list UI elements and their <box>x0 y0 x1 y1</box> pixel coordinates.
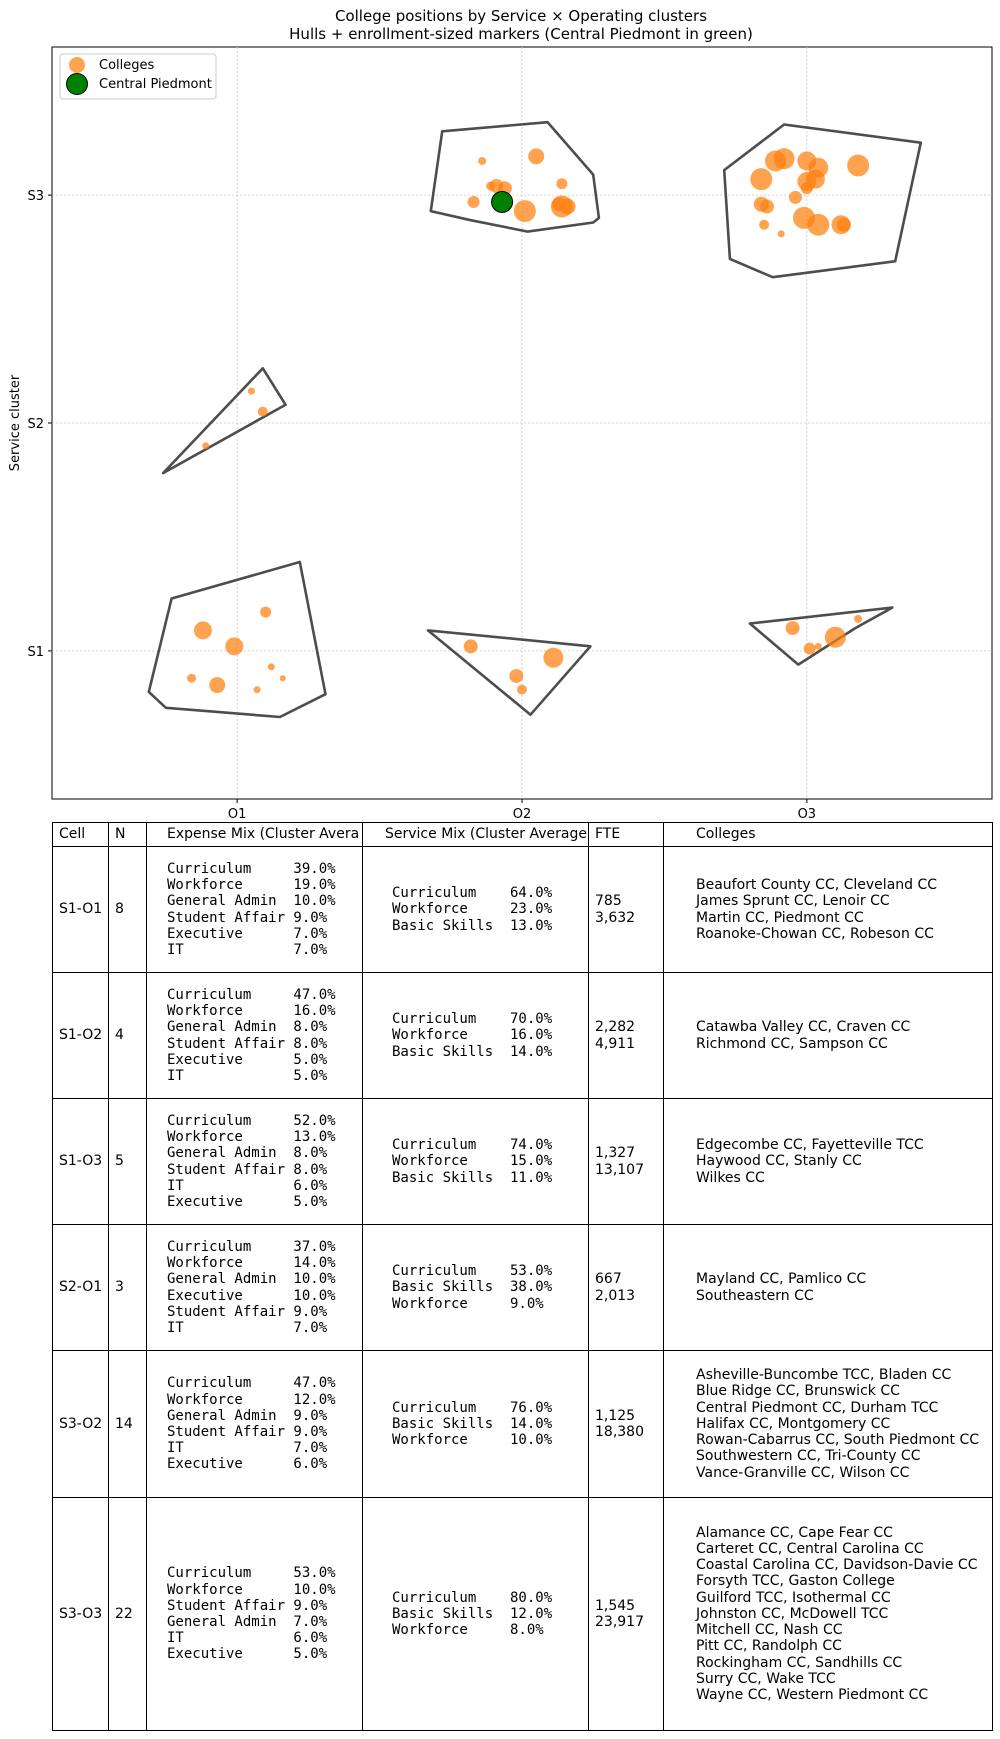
x-tick-label: O1 <box>227 807 247 822</box>
college-marker <box>468 196 480 208</box>
college-marker <box>786 621 800 635</box>
row-expense-mix: Curriculum 47.0% Workforce 12.0% General Admin 9.0% Student Affair 9.0% IT 7.0% Executive 6.0% <box>147 1351 363 1498</box>
college-marker <box>815 643 822 650</box>
row-n: 14 <box>109 1351 147 1498</box>
chart-subtitle: Hulls + enrollment-sized markers (Central Piedmont in green) <box>289 25 753 43</box>
college-marker <box>552 197 566 211</box>
row-colleges: Catawba Valley CC, Craven CC Richmond CC, Sampson CC <box>664 973 993 1099</box>
y-tick-label: S3 <box>27 189 44 205</box>
row-fte: 2,282 4,911 <box>589 973 664 1099</box>
y-tick-label: S2 <box>27 417 44 432</box>
college-marker <box>209 677 225 693</box>
row-n: 4 <box>109 973 147 1099</box>
college-marker <box>801 182 813 194</box>
college-marker <box>268 663 275 670</box>
college-marker <box>556 178 567 189</box>
header-expense-mix: Expense Mix (Cluster Avera <box>147 823 363 847</box>
college-marker <box>514 200 536 222</box>
legend-central-piedmont-label: Central Piedmont <box>99 77 212 92</box>
row-colleges: Asheville-Buncombe TCC, Bladen CC Blue Ridge CC, Brunswick CC Central Piedmont CC, Durham TCC Halifax CC, Montgomery CC Rowan-Cabarrus CC, South Piedmont CC Southwestern CC, Tri-County CC Vance-Granville CC, Wilson CC <box>664 1351 993 1498</box>
college-marker <box>258 407 268 417</box>
row-service-mix: Curriculum 70.0% Workforce 16.0% Basic Skills 14.0% <box>363 973 589 1099</box>
header-colleges: Colleges <box>664 823 993 847</box>
college-marker <box>187 674 196 683</box>
college-marker <box>804 643 816 655</box>
college-marker <box>774 148 795 169</box>
college-marker <box>225 637 243 655</box>
chart-title: College positions by Service × Operating clusters <box>334 7 708 25</box>
row-fte: 1,125 18,380 <box>589 1351 664 1498</box>
table-row <box>53 1099 993 1225</box>
header-fte: FTE <box>589 823 664 847</box>
scatter-chart <box>0 0 1000 822</box>
legend <box>60 54 216 99</box>
college-marker <box>260 607 271 618</box>
row-cell: S3-O2 <box>53 1351 109 1498</box>
table-row <box>53 973 993 1099</box>
college-marker <box>778 230 785 237</box>
row-service-mix: Curriculum 64.0% Workforce 23.0% Basic Skills 13.0% <box>363 847 589 973</box>
row-service-mix: Curriculum 53.0% Basic Skills 38.0% Workforce 9.0% <box>363 1225 589 1351</box>
row-cell: S2-O1 <box>53 1225 109 1351</box>
row-n: 8 <box>109 847 147 973</box>
college-marker <box>248 388 255 395</box>
x-tick-label: O2 <box>512 807 532 822</box>
row-expense-mix: Curriculum 47.0% Workforce 16.0% General Admin 8.0% Student Affair 8.0% Executive 5.0% IT 5.0% <box>147 973 363 1099</box>
college-marker <box>847 154 869 176</box>
college-marker <box>854 615 862 623</box>
college-marker <box>807 214 829 236</box>
legend-colleges-label: Colleges <box>99 58 155 73</box>
row-colleges: Beaufort County CC, Cleveland CC James Sprunt CC, Lenoir CC Martin CC, Piedmont CC Roanoke-Chowan CC, Robeson CC <box>664 847 993 973</box>
row-fte: 1,545 23,917 <box>589 1498 664 1731</box>
row-expense-mix: Curriculum 39.0% Workforce 19.0% General Admin 10.0% Student Affair 9.0% Executive 7.0% IT 7.0% <box>147 847 363 973</box>
row-n: 22 <box>109 1498 147 1731</box>
college-marker <box>464 639 478 653</box>
cluster-summary-table <box>52 822 993 1731</box>
college-marker <box>478 157 486 165</box>
y-tick-label: S1 <box>27 644 44 660</box>
row-fte: 667 2,013 <box>589 1225 664 1351</box>
legend-central-piedmont-marker <box>67 74 88 95</box>
college-marker <box>760 200 774 214</box>
row-colleges: Edgecombe CC, Fayetteville TCC Haywood CC, Stanly CC Wilkes CC <box>664 1099 993 1225</box>
college-marker <box>194 621 212 639</box>
legend-colleges-marker <box>69 57 85 73</box>
table-row <box>53 1225 993 1351</box>
college-marker <box>543 648 563 668</box>
college-marker <box>750 168 772 190</box>
row-cell: S3-O3 <box>53 1498 109 1731</box>
central-piedmont-marker <box>492 191 513 212</box>
row-colleges: Alamance CC, Cape Fear CC Carteret CC, Central Carolina CC Coastal Carolina CC, Davidson-Davie CC Forsyth TCC, Gaston College Guilford TCC, Isothermal CC Johnston CC, McDowell TCC Mitchell CC, Nash CC Pitt CC, Randolph CC Rockingham CC, Sandhills CC Surry CC, Wake TCC Wayne CC, Western Piedmont CC <box>664 1498 993 1731</box>
college-marker <box>528 148 544 164</box>
college-marker <box>280 675 286 681</box>
row-service-mix: Curriculum 74.0% Workforce 15.0% Basic Skills 11.0% <box>363 1099 589 1225</box>
row-expense-mix: Curriculum 53.0% Workforce 10.0% Student Affair 9.0% General Admin 7.0% IT 6.0% Executive 5.0% <box>147 1498 363 1731</box>
table-header-row <box>53 823 993 847</box>
table-row <box>53 1498 993 1731</box>
college-marker <box>254 686 261 693</box>
row-colleges: Mayland CC, Pamlico CC Southeastern CC <box>664 1225 993 1351</box>
row-service-mix: Curriculum 76.0% Basic Skills 14.0% Workforce 10.0% <box>363 1351 589 1498</box>
row-expense-mix: Curriculum 52.0% Workforce 13.0% General Admin 8.0% Student Affair 8.0% IT 6.0% Executive 5.0% <box>147 1099 363 1225</box>
table-row <box>53 847 993 973</box>
x-tick-label: O3 <box>797 807 817 822</box>
college-marker <box>825 627 846 648</box>
row-expense-mix: Curriculum 37.0% Workforce 14.0% General Admin 10.0% Executive 10.0% Student Affair 9.0% IT 7.0% <box>147 1225 363 1351</box>
table-row <box>53 1351 993 1498</box>
row-n: 3 <box>109 1225 147 1351</box>
row-cell: S1-O3 <box>53 1099 109 1225</box>
college-marker <box>789 191 802 204</box>
y-axis-label: Service cluster <box>8 374 23 472</box>
row-n: 5 <box>109 1099 147 1225</box>
college-marker <box>837 218 851 232</box>
row-fte: 1,327 13,107 <box>589 1099 664 1225</box>
college-marker <box>517 685 527 695</box>
row-cell: S1-O1 <box>53 847 109 973</box>
row-service-mix: Curriculum 80.0% Basic Skills 12.0% Workforce 8.0% <box>363 1498 589 1731</box>
row-cell: S1-O2 <box>53 973 109 1099</box>
header-cell: Cell <box>53 823 109 847</box>
header-service-mix: Service Mix (Cluster Average <box>363 823 589 847</box>
college-marker <box>509 669 523 683</box>
college-marker <box>759 220 769 230</box>
college-marker <box>202 442 209 449</box>
header-n: N <box>109 823 147 847</box>
row-fte: 785 3,632 <box>589 847 664 973</box>
